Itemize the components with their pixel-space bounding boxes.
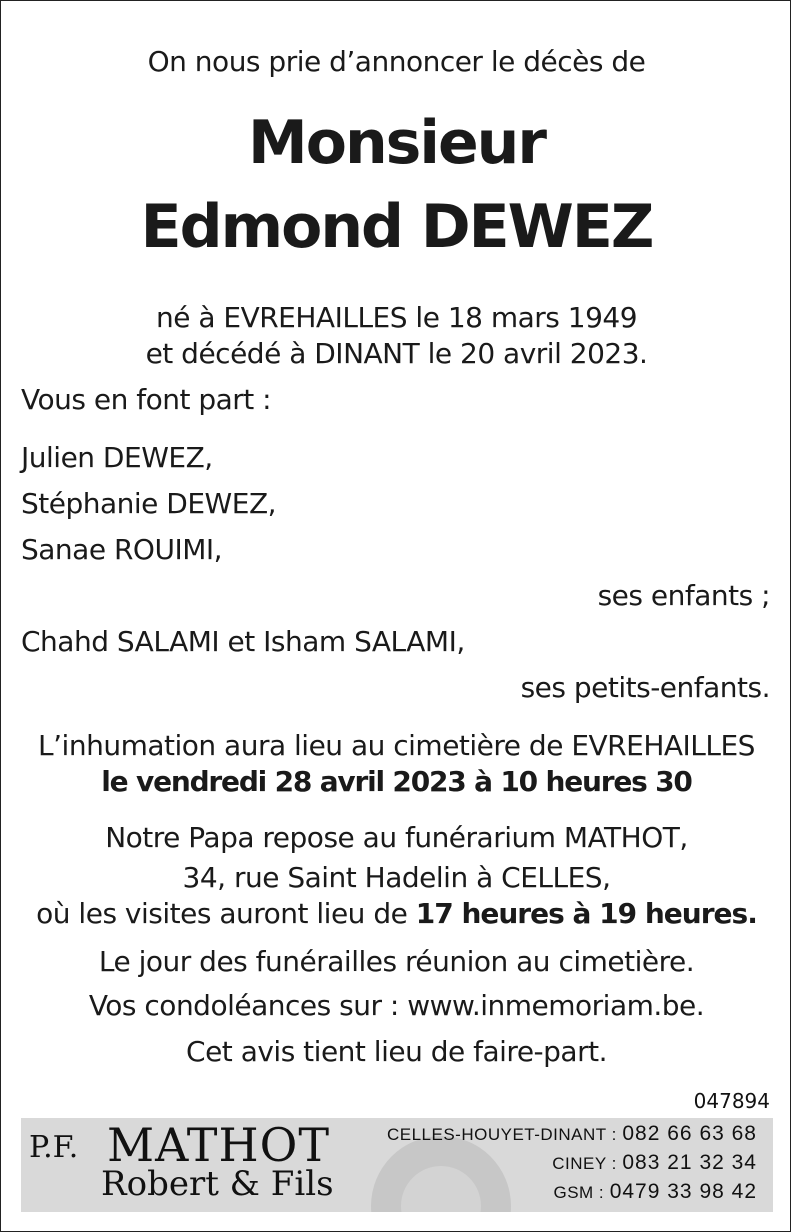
child-name: Julien DEWEZ, [21,441,213,474]
child-name: Sanae ROUIMI, [21,533,223,566]
phone-row [552,1151,757,1175]
intro-text: On nous prie d’annoncer le décès de [147,45,646,78]
deceased-title: Monsieur [248,108,545,178]
phone-label: GSM : [553,1183,605,1202]
grandchildren-label: ses petits-enfants. [520,671,770,704]
phone-number: 0479 33 98 42 [609,1180,757,1203]
children-label: ses enfants ; [597,579,770,612]
phone-label: CINEY : [552,1154,617,1173]
burial-info: L’inhumation aura lieu au cimetière de EVREHAILLES [38,729,755,762]
funeral-note: Le jour des funérailles réunion au cimetière. [98,945,695,978]
visit-line-2: 34, rue Saint Hadelin à CELLES, [182,861,611,894]
announce-label: Vous en font part : [21,383,272,416]
pf-label: P.F. [29,1130,79,1165]
funeral-home-banner [21,1118,773,1212]
phone-row [553,1180,757,1204]
birth-info: né à EVREHAILLES le 18 mars 1949 [155,301,638,334]
burial-date: le vendredi 28 avril 2023 à 10 heures 30 [101,765,692,798]
phone-row [387,1122,757,1146]
death-info: et décédé à DINANT le 20 avril 2023. [145,337,648,370]
condolences-note: Vos condoléances sur : www.inmemoriam.be. [88,989,705,1022]
company-subtitle: Robert & Fils [101,1164,334,1204]
deceased-name: Edmond DEWEZ [140,192,653,262]
company-name: MATHOT [107,1118,330,1172]
grandchildren-names: Chahd SALAMI et Isham SALAMI, [21,625,465,658]
visit-hours: 17 heures à 19 heures. [415,897,757,930]
phone-label: CELLES-HOUYET-DINANT : [386,1125,617,1144]
visit-line-1: Notre Papa repose au funérarium MATHOT, [105,821,688,854]
visit-prefix: où les visites auront lieu de [36,897,408,930]
phone-number: 082 66 63 68 [622,1122,757,1145]
phone-number: 083 21 32 34 [622,1151,757,1174]
reference-number: 047894 [693,1089,770,1113]
visit-line-3 [1,897,791,930]
faire-part-note: Cet avis tient lieu de faire-part. [186,1035,607,1068]
child-name: Stéphanie DEWEZ, [21,487,277,520]
